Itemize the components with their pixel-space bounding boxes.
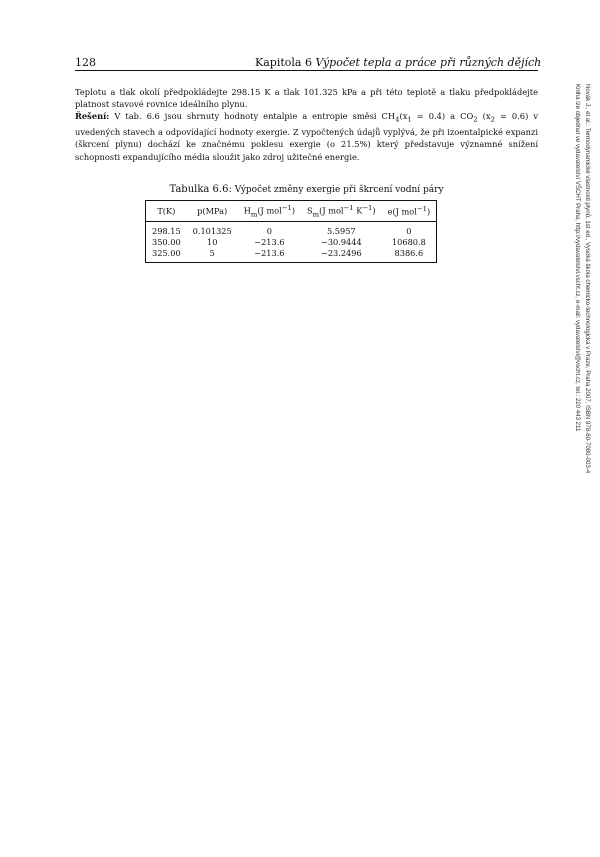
cell-temperature: 298.15	[146, 222, 187, 238]
header-entropy-exp2: −1	[362, 203, 373, 212]
table-row	[146, 248, 437, 263]
x1-expr-b: = 0.4) a CO	[411, 111, 474, 122]
chapter-title: Výpočet tepla a práce při různých dějích	[315, 56, 542, 69]
cell-enthalpy: 0	[266, 226, 272, 236]
x1-subscript: 1	[407, 116, 412, 125]
solution-label: Řešení:	[75, 111, 110, 122]
header-rule	[75, 70, 538, 71]
solution-text-1: V tab. 6.6 jsou shrnuty hodnoty entalpie a entropie směsi CH	[114, 111, 396, 122]
cell-entropy: −23.2496	[301, 248, 382, 263]
cell-entropy: 5.5957	[326, 226, 356, 236]
cell-enthalpy: −213.6	[254, 237, 285, 247]
header-exergy-unit: e(J mol	[387, 206, 417, 217]
co2-subscript: 2	[473, 116, 478, 125]
solution-text-2: = 0.6) v uvedených stavech a odpovídající hodnoty exergie. Z vypočtených údajů vyplývá, že při izoentalpické expanzi (škrcení plynu) dochází ke značnému poklesu exergie (o 21.5%) který představuje významné snížení schopnosti expandujícího média sloužit jako zdroj užitečné energie.	[75, 111, 539, 162]
header-enthalpy-exp: −1	[281, 203, 292, 212]
header-enthalpy-symbol: H	[243, 205, 251, 216]
side-note-ordering: Kniha lze objednat ve vydavatelství VŠCHT Praha, http://vydavatelstvi.vscht.cz, e-mail: vydavatelstvi@vscht.cz, tel.: 220 443 211	[574, 84, 581, 432]
header-enthalpy-unit: (J mol	[257, 205, 282, 216]
header-exergy-exp: −1	[416, 205, 427, 214]
table-header-row	[146, 201, 437, 222]
header-entropy: $S_m(J$ mol$^{-1}$ $K^{-1}$)	[301, 201, 382, 222]
x2-subscript: 2	[490, 116, 495, 125]
cell-pressure: 0.101325	[192, 226, 232, 236]
header-entropy-unit-a: (J mol	[319, 205, 344, 216]
table-row	[146, 237, 437, 248]
header-entropy-unit-b: K	[353, 205, 363, 216]
header-temperature: T(K)	[146, 201, 187, 222]
side-note	[556, 84, 592, 604]
table-caption-label: Tabulka 6.6:	[169, 184, 232, 195]
exergy-table	[145, 200, 437, 263]
table-caption-text: Výpočet změny exergie při škrcení vodní páry	[234, 185, 444, 195]
header-entropy-symbol: S	[307, 205, 313, 216]
chapter-label: Kapitola 6	[255, 56, 312, 69]
table-row	[146, 222, 437, 238]
body-text	[75, 86, 538, 163]
x1-expr-a: (x	[399, 111, 408, 122]
cell-exergy: 8386.6	[382, 248, 437, 263]
header-enthalpy: $H_m(J$ mol$^{-1}$)	[238, 201, 301, 222]
ch4-subscript: 4	[395, 116, 400, 125]
cell-pressure: 5	[187, 248, 238, 263]
paragraph-solution	[75, 110, 538, 162]
page-number: 128	[75, 56, 96, 69]
cell-temperature: 325.00	[146, 248, 187, 263]
cell-entropy: −30.9444	[320, 237, 362, 247]
cell-pressure: 10	[206, 237, 218, 247]
header-entropy-exp1: −1	[343, 203, 354, 212]
side-note-text	[572, 84, 592, 604]
table-caption	[75, 184, 538, 195]
cell-exergy: 10680.8	[382, 237, 437, 248]
header-enthalpy-sub: m	[250, 210, 258, 219]
running-head	[255, 56, 541, 69]
header-pressure: p(MPa)	[187, 201, 238, 222]
header-exergy: e(J mol$^{-1}$)	[382, 201, 437, 222]
cell-exergy: 0	[382, 222, 437, 238]
cell-temperature: 350.00	[146, 237, 187, 248]
cell-enthalpy: −213.6	[238, 248, 301, 263]
side-note-citation: Novák J., et al.: Termodynamické vlastnosti plynů, 1st ed., Vysoká škola chemicko-technologická v Praze, Praha 2007, ISBN 978-80-7080-003-4	[584, 84, 591, 474]
paragraph-assumption: Teplotu a tlak okolí předpokládejte 298.15 K a tlak 101.325 kPa a při této teplotě a tlaku předpokládejte platnost stavové rovnice ideálního plynu.	[75, 87, 538, 110]
x2-expr-a: (x	[477, 111, 491, 122]
header-entropy-sub: m	[312, 210, 320, 219]
